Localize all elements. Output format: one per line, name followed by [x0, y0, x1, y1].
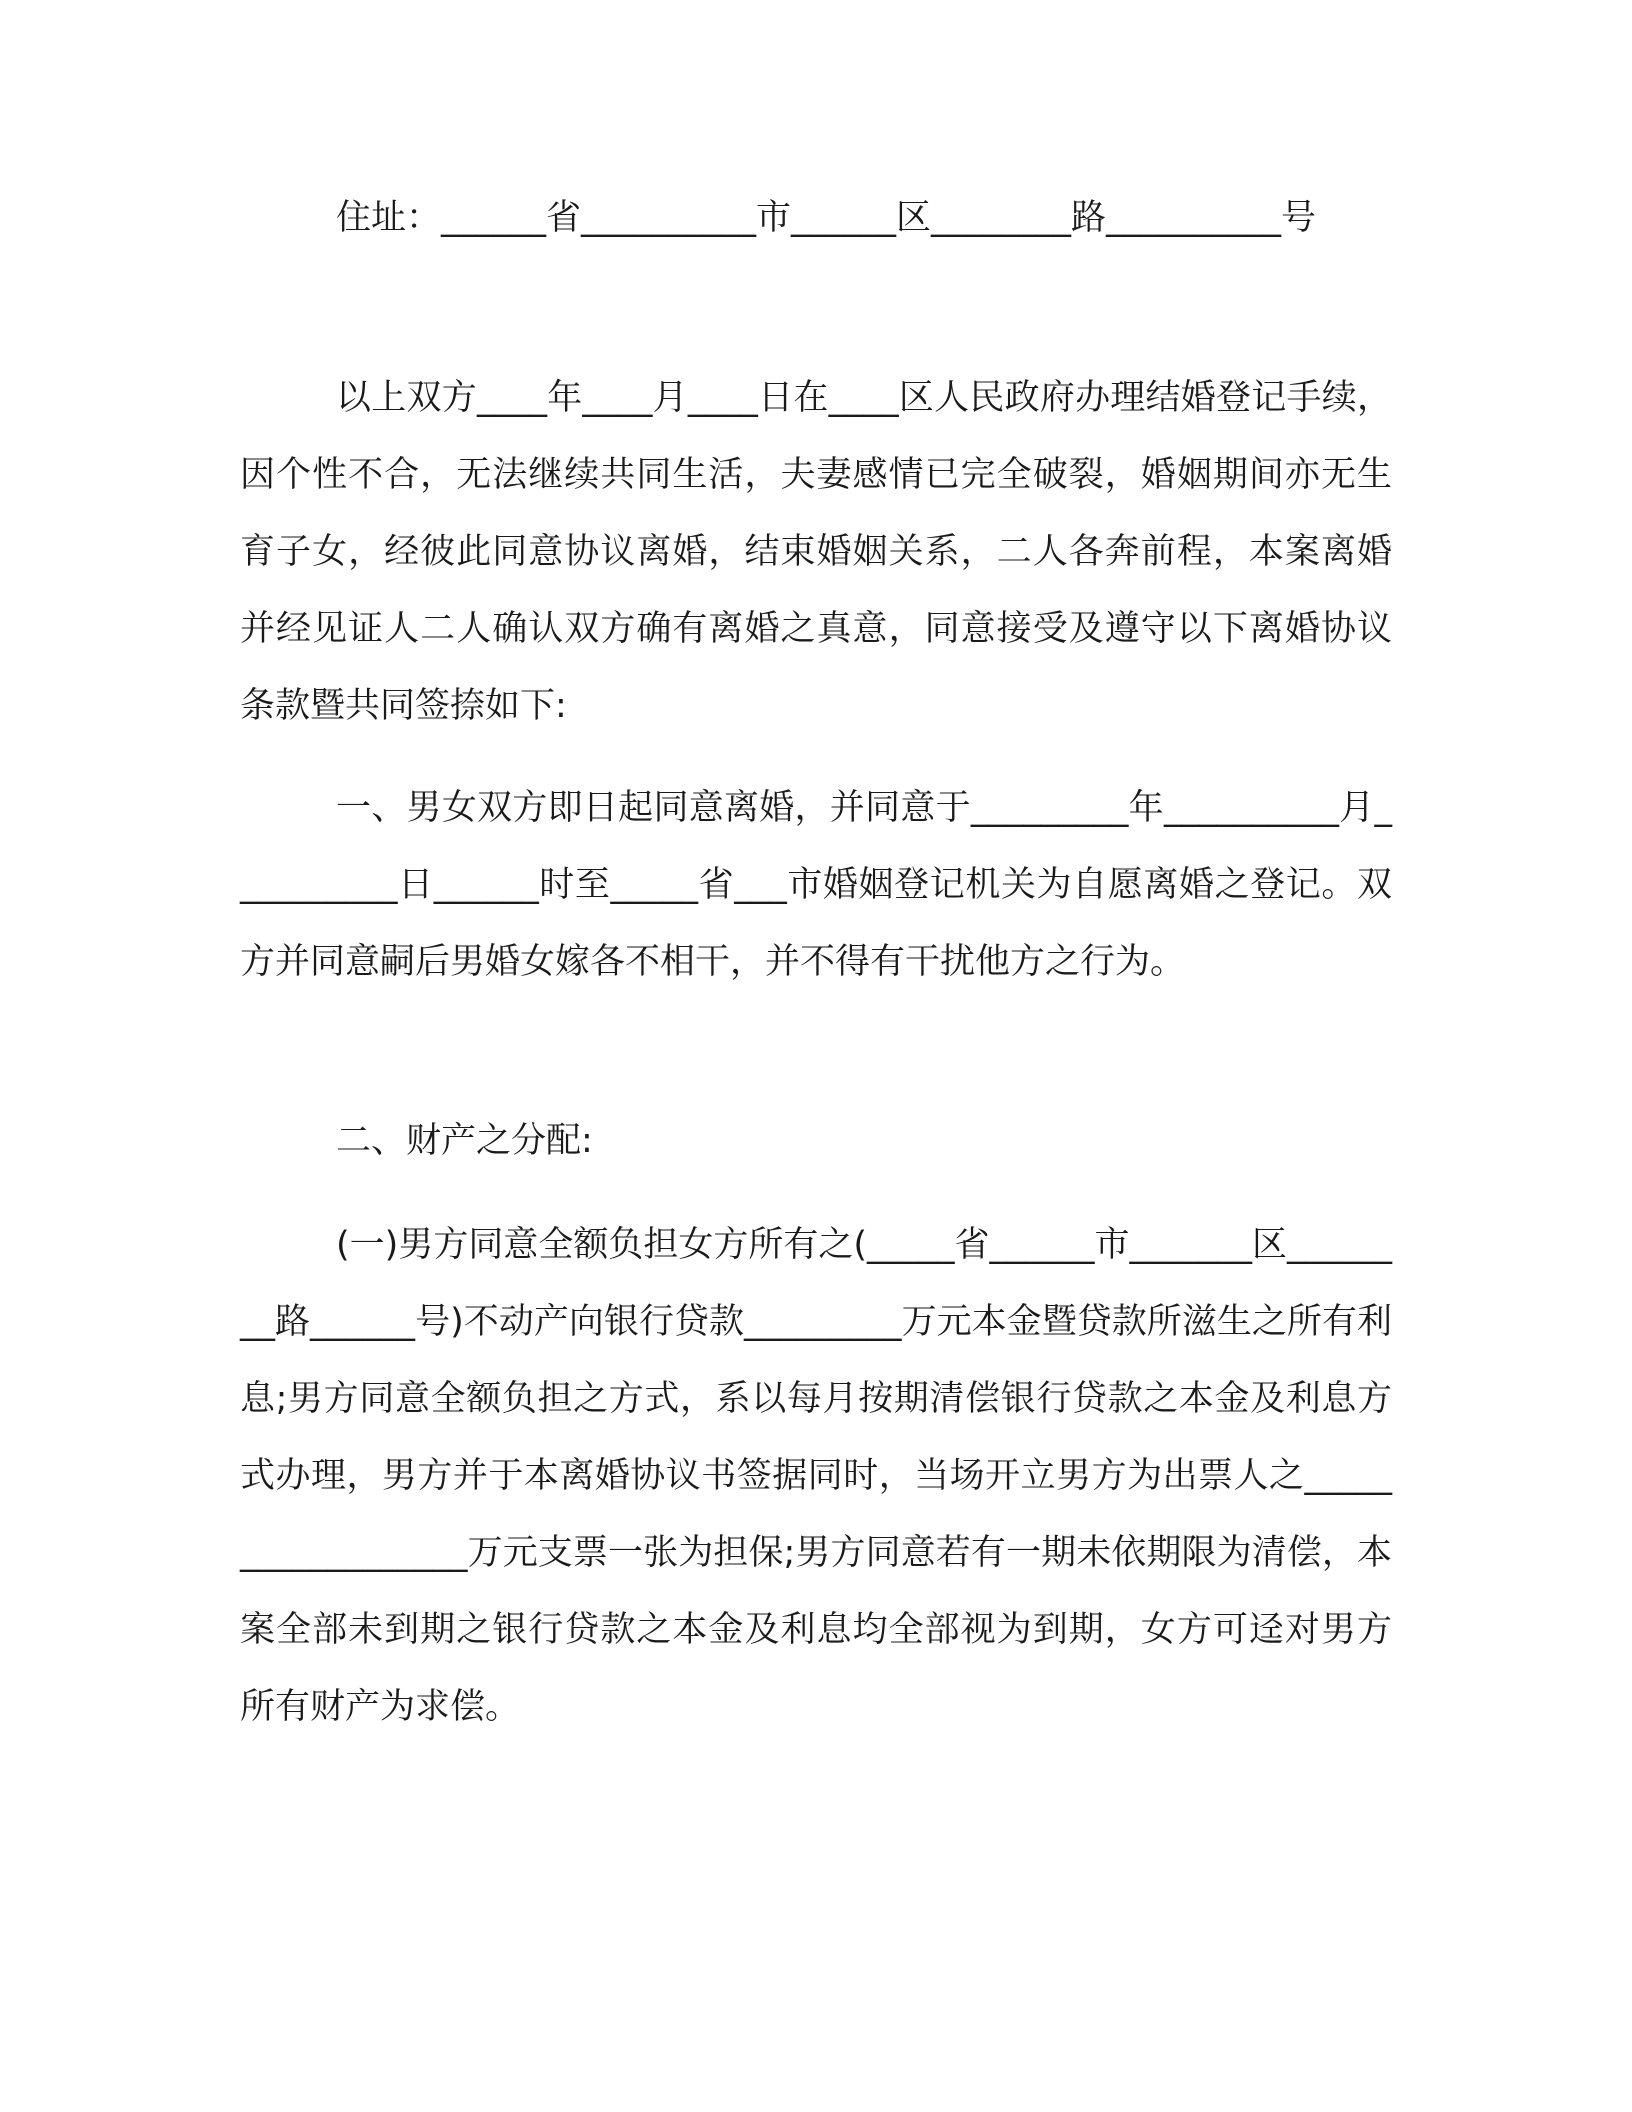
intro-paragraph: 以上双方____年____月____日在____区人民政府办理结婚登记手续，因个性不合，无法继续共同生活，夫妻感情已完全破裂，婚姻期间亦无生育子女，经彼此同意协议离婚，结束婚姻关系，二人各奔前程，本案离婚并经见证人二人确认双方确有离婚之真意，同意接受及遵守以下离婚协议条款暨共同签捺如下:	[240, 378, 1392, 726]
clause-two-item-one-paragraph: (一)男方同意全额负担女方所有之(_____省______市_______区________路______号)不动产向银行贷款_________万元本金暨贷款所滋生之所有利息;男方同意全额负担之方式，系以每月按期清偿银行贷款之本金及利息方式办理，男方并于本离婚协议书签据同时，当场开立男方为出票人之__________________万元支票一张为担保;男方同意若有一期未依期限为清偿，本案全部未到期之银行贷款之本金及利息均全部视为到期，女方可迳对男方所有财产为求偿。	[240, 1225, 1392, 1727]
clause-two-heading: 二、财产之分配:	[336, 1121, 593, 1161]
address-paragraph: 住址：______省__________市______区________路__________号	[336, 198, 1317, 238]
clause-one-paragraph: 一、男女双方即日起同意离婚，并同意于_________年__________月__________日______时至_____省___市婚姻登记机关为自愿离婚之登记。双方并同意嗣后男婚女嫁各不相干，并不得有干扰他方之行为。	[240, 788, 1392, 982]
